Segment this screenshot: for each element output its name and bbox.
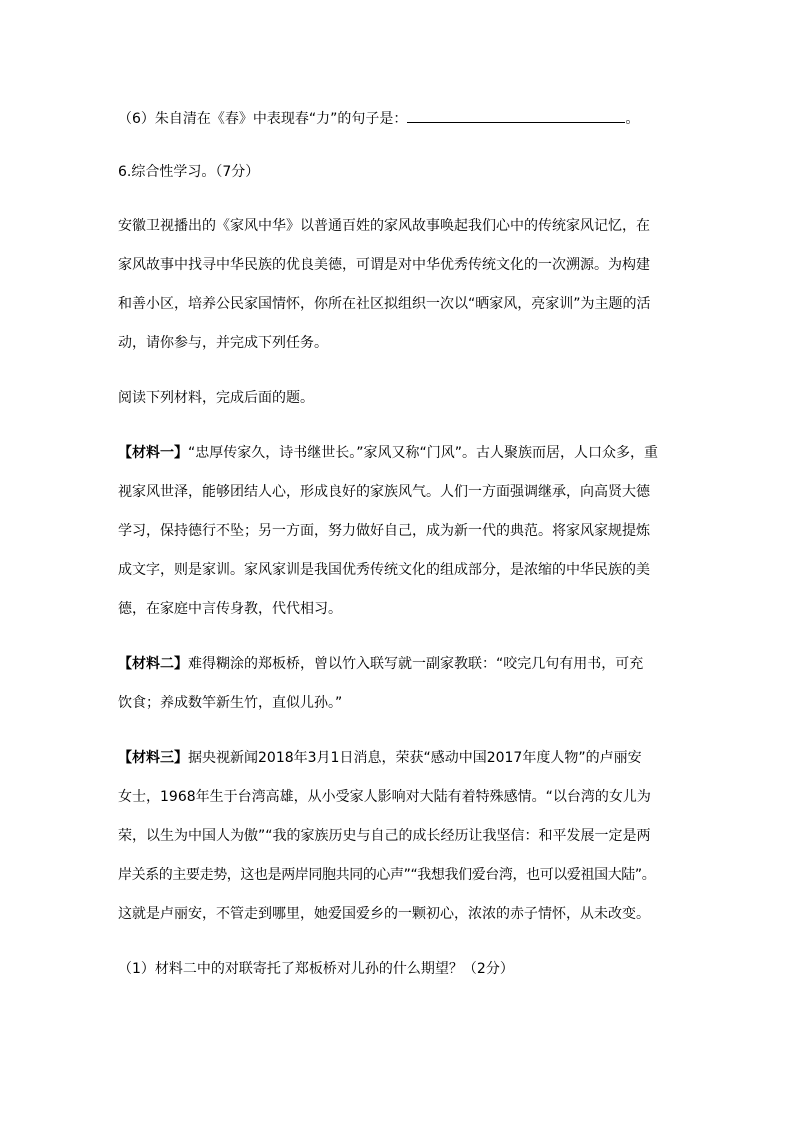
material-1-text: “忠厚传家久，诗书继世长。”家风又称“门风”。古人聚族而居，人口众多，重	[188, 445, 659, 461]
material-2-text: 难得糊涂的郑板桥，曾以竹入联写就一副家教联：“咬完几句有用书，可充	[188, 656, 644, 672]
material-3-line-1	[118, 748, 642, 768]
question-6	[118, 108, 639, 129]
material-1-line-2: 视家风世泽，能够团结人心，形成良好的家族风气。人们一方面强调继承，向高贤大德	[118, 484, 650, 500]
material-1-line-1	[118, 443, 658, 463]
material-3-line-4: 岸关系的主要走势，这也是两岸同胞共同的心声”“我想我们爱台湾，也可以爱祖国大陆”。	[118, 867, 656, 883]
question-6-prefix: （6）朱自清在《春》中表现春“力”的句子是：	[118, 111, 408, 127]
intro-line-3: 和善小区，培养公民家国情怀，你所在社区拟组织一次以“晒家风，亮家训”为主题的活	[118, 296, 651, 312]
material-1-label: 【材料一】	[118, 445, 188, 461]
intro-line-4: 动，请你参与，并完成下列任务。	[118, 335, 328, 351]
question-1: （1）材料二中的对联寄托了郑板桥对儿孙的什么期望？（2分）	[118, 961, 514, 977]
material-3-line-2: 女士，1968年生于台湾高雄，从小受家人影响对大陆有着特殊感情。“以台湾的女儿为	[118, 789, 651, 805]
section-6-title: 6.综合性学习。（7分）	[118, 164, 260, 180]
material-3-line-3: 荣，以生为中国人为傲”“我的家族历史与自己的成长经历让我坚信：和平发展一定是两	[118, 828, 651, 844]
answer-blank[interactable]	[407, 108, 625, 123]
question-6-suffix: 。	[625, 111, 640, 127]
material-3-text: 据央视新闻2018年3月1日消息，荣获“感动中国2017年度人物”的卢丽安	[188, 750, 642, 766]
intro-line-2: 家风故事中找寻中华民族的优良美德，可谓是对中华优秀传统文化的一次溯源。为构建	[118, 257, 650, 273]
material-1-line-5: 德，在家庭中言传身教，代代相习。	[118, 601, 342, 617]
material-1-line-3: 学习，保持德行不坠；另一方面，努力做好自己，成为新一代的典范。将家风家规提炼	[118, 523, 650, 539]
intro-line-1: 安徽卫视播出的《家风中华》以普通百姓的家风故事唤起我们心中的传统家风记忆，在	[118, 218, 650, 234]
material-3-label: 【材料三】	[118, 750, 188, 766]
material-2-line-2: 饮食；养成数竿新生竹，直似儿孙。”	[118, 695, 343, 711]
material-3-line-5: 这就是卢丽安，不管走到哪里，她爱国爱乡的一颗初心，浓浓的赤子情怀，从未改变。	[118, 906, 650, 922]
reading-instruction: 阅读下列材料，完成后面的题。	[118, 390, 314, 406]
material-2-line-1	[118, 654, 643, 674]
material-2-label: 【材料二】	[118, 656, 188, 672]
material-1-line-4: 成文字，则是家训。家风家训是我国优秀传统文化的组成部分，是浓缩的中华民族的美	[118, 562, 650, 578]
